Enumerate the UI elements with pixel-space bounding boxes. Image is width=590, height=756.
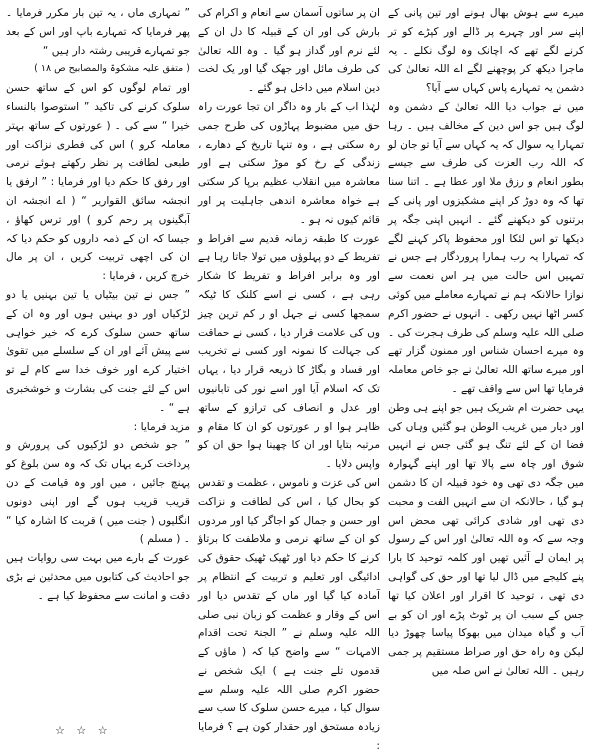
- hadith-quote: ” تمہاری ماں ، یہ تین بار مکرر فرمایا ۔ پھر فرمایا کہ تمہارے باپ اور اس کے بعد جو تمہارے قریبی رشتہ دار ہیں “: [6, 7, 190, 57]
- paragraph: لہٰذا اب کے بار وہ داگر ان تجا عورت راہ حق میں مضبوط پہاڑوں کی طرح جمی رہ سکتی ہے ، وہ تنہا تاریخ کے دھارے ، زندگی کے رخ کو موڑ سکتی ہے اور معاشرہ میں انقلاب عظیم برپا کر سکتی ہے خواہ معاشرہ اندھی جاہلیت پر اور قائم کیوں نہ ہو ۔: [198, 100, 380, 226]
- hadith-quote: ” جو شخص دو لڑکیوں کی پرورش و پرداخت کرے یہاں تک کہ وہ سن بلوغ کو پہنچ جائیں ، میں اور وہ قیامت کے دن قریب قریب ہوں گے اور اپنی دونوں انگلیوں ( جنت میں ) قربت کا اشارہ کیا “ ۔ ( مسلم ): [6, 439, 190, 546]
- text-column-right: [388, 4, 584, 737]
- paragraph: یہی حضرت ام شریک ہیں جو اپنے ہی وطن اور دیار میں غریب الوطن ہو گئیں وہاں کی فضا ان کے لئے تنگ ہو گئی جس نے انہیں شوق اور چاہ سے پالا تھا اور اپنے گہوارہ میں جگہ دی تھی وہ خود قبیلہ ان کا دشمن ہو گیا ، حالانکہ ان سے انہیں الفت و محبت دی تھی اور شادی کرائی تھی محض اس وجہ سے کہ وہ اللہ تعالیٰ اور اس کے رسول پر ایمان لے آئیں تھیں اور کلمہ توحید کا بارا پنے کلیجے میں ڈال لیا تھا اور حق کی گواہی دی تھی ، توحید کا اقرار اور اعلان کیا تھا جس کے سبب ان پر ٹوٹ پڑے اور ان کو بے آب و گیاہ میدان میں بھوکا پیاسا چھوڑ دیا لیکن وہ راہ حق اور صراط مستقیم پر جمی رہیں ۔ اللہ تعالیٰ نے اس صلہ میں: [388, 401, 584, 677]
- section-end-stars: ☆ ☆ ☆: [55, 724, 112, 737]
- text-column-left: [6, 4, 190, 737]
- paragraph: میرے سے ہوش بھال ہونے اور تین پانی کے اپنے سر اور چہرے پر ڈالے اور کپڑے کو تر کرنے لگے تھے کہ اچانک وہ لوگ نکلے ۔ یہ ماجرا دیکھ کر پوچھنے لگے اے اللہ تعالیٰ کی دشمن یہ تمہارے پاس کہاں سے آیا؟: [388, 7, 584, 95]
- reference-citation: ( متفق علیہ مشکوۃ والمصابیح ص ۱۸ ): [34, 63, 190, 75]
- paragraph: عورت کا طبقہ زمانہ قدیم سے افراط و تفریط کے دو پہلوؤں میں تولا جاتا رہا ہے اور وہ برابر افراط و تفریط کا شکار رہی ہے ، کسی نے اسے کلنک کا ٹیکہ سمجھا کسی نے جہل او ر کم ترین چیز وں کی علامت قرار دیا ، کسی نے حماقت کی جہالت کا نمونہ اور کسی نے تخریب اور فساد و بگاڑ کا ذریعہ قرار دیا ، یہاں تک کہ اسلام آیا اور اسے نور کی تابانیوں اور عدل و انصاف کی ترازو کے ساتھ ظاہر ہوا او ر عورتوں کو ان کا مقام و مرتبہ بتایا اور ان کا چھینا ہوا حق ان کو واپس دلایا ۔: [198, 232, 380, 471]
- paragraph: اس کی عزت و ناموس ، عظمت و تقدس کو بحال کیا ، اس کی لطافت و نزاکت اور حسن و جمال کو اجاگر کیا اور مردوں کو ان کے ساتھ نرمی و ملاطفت کا برتاؤ کرنے کا حکم دیا اور ٹھیک ٹھیک حقوق کی ادائیگی اور تعلیم و تربیت کے انتظام پر آمادہ کیا گیا اور ماں کے تقدس دیا اور اس کے وقار و عظمت کو زبان نبی صلی اللہ علیہ وسلم نے ” الجنۃ تحت اقدام الامہات “ سے واضح کیا کہ ( ماؤں کے قدموں تلے جنت ہے ) ایک شخص نے حضور اکرم صلی اللہ علیہ وسلم سے سوال کیا ، میرے حسن سلوک کا سب سے زیادہ مستحق اور حقدار کون ہے ؟ فرمایا :: [198, 476, 380, 753]
- text-column-middle: [198, 4, 380, 753]
- paragraph: میں نے جواب دیا اللہ تعالیٰ کے دشمن وہ لوگ ہیں جو اس دین کے مخالف ہیں ۔ رہا تمہارا یہ سوال کہ یہ کہاں سے آیا تو جان لو کہ اللہ رب العزت کی طرف سے جیسے بطور انعام و رزق ملا اور عطا ہے ۔ اتنا سنا تھا کہ وہ دوڑ کر اپنے مشکیزوں اور پانی کے برتنوں کو دیکھنے گئے ۔ انہیں اپنی جگہ پر دیکھا تو اس لئکا اور محفوظ پاکر کہنے لگے کہ تمہارا یہ رب ہمارا پروردگار ہے جس نے تمہیں اس حالت میں ہر اس نعمت سے نوازا حالانکہ ہم نے تمہارے معاملے میں کوئی کسر اٹھا نہیں رکھی ۔ انہوں نے حضور اکرم صلی اللہ علیہ وسلم کی طرف ہجرت کی ۔ وہ میرے احسان شناس اور ممنون گزار تھے اور میرے ساتھ اللہ تعالیٰ نے جو خاص معاملہ فرمایا تھا اس سے واقف تھے ۔: [387, 100, 584, 395]
- hadith-quote: ” جس نے تین بیٹیاں یا تین بہنیں یا دو لڑکیاں اور دو بہنیں ہوں اور وہ ان کے ساتھ حسن سلوک کرے کہ خیر خواہی سے پیش آئے اور ان کے سلسلے میں تقویٰ اختیار کرے اور خوف خدا سے کام لے تو اس کے لئے جنت کی بشارت و خوشخبری ہے “ ۔: [6, 288, 190, 414]
- paragraph: ان پر ساتوں آسمان سے انعام و اکرام کی بارش کی اور ان کے قبیلہ کا دل ان کے لئے نرم اور گداز ہو گیا ۔ وہ اللہ تعالیٰ کی طرف مائل اور جھک گیا اور یک لخت دین اسلام میں داخل ہو گئے ۔: [198, 7, 380, 95]
- paragraph: عورت کے بارے میں بہت سی روایات ہیں جو احادیث کی کتابوں میں محدثین نے بڑی دقت و امانت سے محفوظ کیا ہے ۔: [6, 552, 190, 602]
- paragraph: اور تمام لوگوں کو اس کے ساتھ حسن سلوک کرنے کی تاکید ” استوصوا بالنساء خیرا “ سے کی ۔ ( عورتوں کے ساتھ بہتر معاملہ کرو ) اس کی فطری نزاکت اور طبعی لطافت پر نظر رکھتے ہوئے نرمی اور رفق کا حکم دیا اور فرمایا : ” ارفق یا انجشہ سائق القواریر “ ( اے انجشہ ان آبگینوں پر رحم کرو ) اور ترس کھاؤ ، جیسا کہ ان کے ذمہ داروں کو حکم دیا کہ ان کی اچھی تربیت کریں ، ان پر مال خرچ کریں ، فرمایا :: [6, 82, 190, 283]
- paragraph: مزید فرمایا :: [133, 420, 190, 433]
